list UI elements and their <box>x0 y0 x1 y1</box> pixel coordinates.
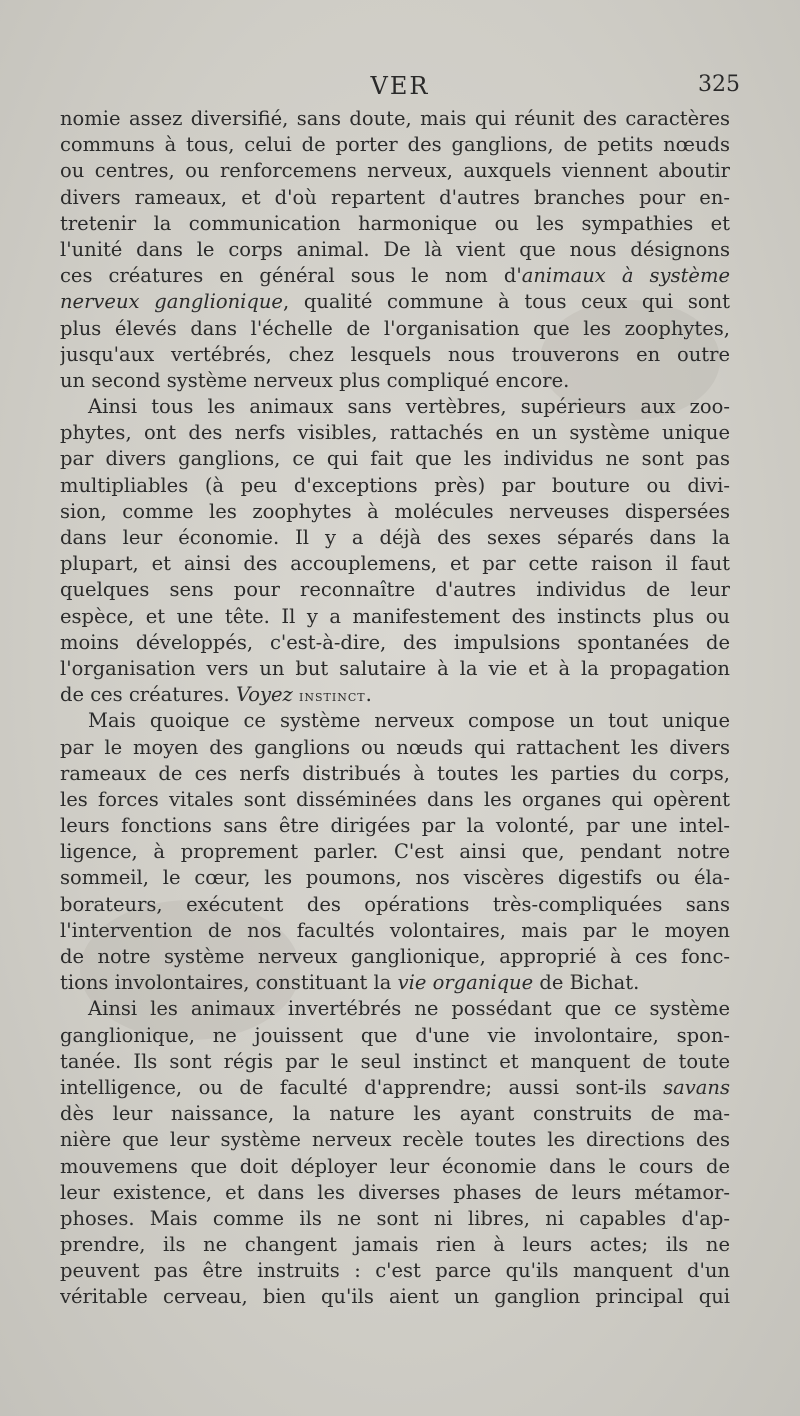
text-segment: borateurs, exécutent des opérations très-compliquées sans <box>60 892 730 916</box>
page-header <box>60 72 740 108</box>
text-line <box>60 1049 730 1075</box>
text-line <box>60 525 730 551</box>
text-line <box>60 289 730 315</box>
text-line <box>60 604 730 630</box>
text-segment: ces créatures en général sous le nom d' <box>60 264 522 288</box>
text-line <box>60 106 730 132</box>
text-segment: un second système nerveux plus compliqué encore. <box>60 368 570 392</box>
running-head: VER <box>370 72 430 100</box>
text-line <box>60 892 730 918</box>
text-line <box>60 944 730 970</box>
text-line <box>60 132 730 158</box>
text-segment: nière que leur système nerveux recèle toutes les directions des <box>60 1128 730 1152</box>
text-segment: intelligence, ou de faculté d'apprendre; aussi sont-ils <box>60 1075 664 1099</box>
text-line <box>60 446 730 472</box>
text-segment: l'organisation vers un but salutaire à la vie et à la propagation <box>60 656 730 680</box>
text-segment: de ces créatures. <box>60 683 236 707</box>
text-line <box>60 1284 730 1310</box>
text-segment: l'unité dans le corps animal. De là vient que nous désignons <box>60 237 730 261</box>
text-segment: plupart, et ainsi des accouplemens, et par cette raison il faut <box>60 552 730 576</box>
text-segment: dans leur économie. Il y a déjà des sexes séparés dans la <box>60 526 730 549</box>
text-segment: jusqu'aux vertébrés, chez lesquels nous trouverons en outre <box>60 342 730 366</box>
text-segment: nomie assez diversifié, sans doute, mais qui réunit des caractères <box>60 107 730 130</box>
text-line <box>60 1232 730 1258</box>
text-line <box>60 420 730 446</box>
text-segment: sion, comme les zoophytes à molécules nerveuses dispersées <box>60 499 730 523</box>
text-line <box>60 211 730 237</box>
text-segment: quelques sens pour reconnaître d'autres individus de leur <box>60 578 730 602</box>
text-line <box>60 1023 730 1049</box>
text-line <box>60 158 730 184</box>
text-line <box>60 1180 730 1206</box>
text-segment: Ainsi tous les animaux sans vertèbres, supérieurs aux zoo- <box>88 395 730 419</box>
text-segment: ou centres, ou renforcemens nerveux, auxquels viennent aboutir <box>60 159 730 183</box>
text-line <box>60 970 730 996</box>
text-line <box>60 1127 730 1153</box>
text-segment: tretenir la communication harmonique ou les sympathies et <box>60 211 730 235</box>
italic-text: Voyez <box>235 683 293 707</box>
text-line <box>60 996 730 1022</box>
text-segment: de notre système nerveux ganglionique, approprié à ces fonc- <box>60 945 730 968</box>
text-segment: moins développés, c'est-à-dire, des impulsions spontanées de <box>60 630 730 654</box>
body-text <box>60 106 730 1311</box>
page-number: 325 <box>698 72 740 97</box>
text-segment: Mais quoique ce système nerveux compose un tout unique <box>88 709 730 733</box>
text-line <box>60 1206 730 1232</box>
text-line <box>60 551 730 577</box>
text-segment: tions involontaires, constituant la <box>60 971 398 995</box>
text-segment: sommeil, le cœur, les poumons, nos viscères digestifs ou éla- <box>60 866 730 890</box>
text-segment: phoses. Mais comme ils ne sont ni libres, ni capables d'ap- <box>60 1206 730 1230</box>
text-line <box>60 316 730 342</box>
text-segment: , qualité commune à tous ceux qui sont <box>282 290 730 314</box>
small-caps-text: instinct <box>299 687 366 706</box>
text-segment: tanée. Ils sont régis par le seul instinct et manquent de toute <box>60 1049 730 1073</box>
text-line <box>60 237 730 263</box>
text-line <box>60 839 730 865</box>
text-line <box>60 577 730 603</box>
italic-text: savans <box>663 1075 730 1099</box>
text-segment: mouvemens que doit déployer leur économie dans le cours de <box>60 1154 730 1178</box>
text-segment: dès leur naissance, la nature les ayant construits de ma- <box>60 1102 730 1126</box>
text-line <box>60 630 730 656</box>
text-segment: par divers ganglions, ce qui fait que les individus ne sont pas <box>60 447 730 471</box>
text-segment: véritable cerveau, bien qu'ils aient un ganglion principal qui <box>60 1285 730 1309</box>
text-line <box>60 368 730 394</box>
text-line <box>60 394 730 420</box>
text-line <box>60 656 730 682</box>
text-line <box>60 473 730 499</box>
text-segment: divers rameaux, et d'où repartent d'autres branches pour en- <box>60 185 730 209</box>
text-segment: par le moyen des ganglions ou nœuds qui rattachent les divers <box>60 735 730 759</box>
text-segment: de Bichat. <box>533 971 640 995</box>
text-line <box>60 787 730 813</box>
text-segment: phytes, ont des nerfs visibles, rattachés en un système unique <box>60 421 730 445</box>
text-segment: leurs fonctions sans être dirigées par la volonté, par une intel- <box>60 814 730 838</box>
text-line <box>60 865 730 891</box>
text-segment: Ainsi les animaux invertébrés ne possédant que ce système <box>88 997 730 1021</box>
text-line <box>60 263 730 289</box>
text-segment: communs à tous, celui de porter des ganglions, de petits nœuds <box>60 133 730 157</box>
text-segment: leur existence, et dans les diverses phases de leurs métamor- <box>60 1180 730 1204</box>
text-line <box>60 708 730 734</box>
text-segment: rameaux de ces nerfs distribués à toutes les parties du corps, <box>60 761 730 785</box>
text-segment: espèce, et une tête. Il y a manifestement des instincts plus ou <box>60 604 730 628</box>
text-line <box>60 813 730 839</box>
text-segment: ligence, à proprement parler. C'est ainsi que, pendant notre <box>60 840 730 864</box>
text-line <box>60 1154 730 1180</box>
italic-text: vie organique <box>397 971 534 995</box>
italic-text: animaux à système <box>521 264 730 288</box>
text-segment: prendre, ils ne changent jamais rien à leurs actes; ils ne <box>60 1233 730 1257</box>
text-line <box>60 682 730 708</box>
text-segment: les forces vitales sont disséminées dans les organes qui opèrent <box>60 787 730 811</box>
italic-text: nerveux ganglionique <box>60 290 283 314</box>
text-line <box>60 1258 730 1284</box>
text-line <box>60 761 730 787</box>
text-segment: plus élevés dans l'échelle de l'organisation que les zoophytes, <box>60 316 730 340</box>
text-line <box>60 735 730 761</box>
text-line <box>60 499 730 525</box>
text-line <box>60 1101 730 1127</box>
text-line <box>60 185 730 211</box>
text-segment: l'intervention de nos facultés volontaires, mais par le moyen <box>60 918 730 942</box>
text-segment: . <box>365 683 372 707</box>
text-segment: multipliables (à peu d'exceptions près) par bouture ou divi- <box>60 473 730 497</box>
text-line <box>60 918 730 944</box>
text-line <box>60 342 730 368</box>
text-segment: peuvent pas être instruits : c'est parce qu'ils manquent d'un <box>60 1259 730 1283</box>
text-line <box>60 1075 730 1101</box>
text-segment: ganglionique, ne jouissent que d'une vie involontaire, spon- <box>60 1023 730 1047</box>
